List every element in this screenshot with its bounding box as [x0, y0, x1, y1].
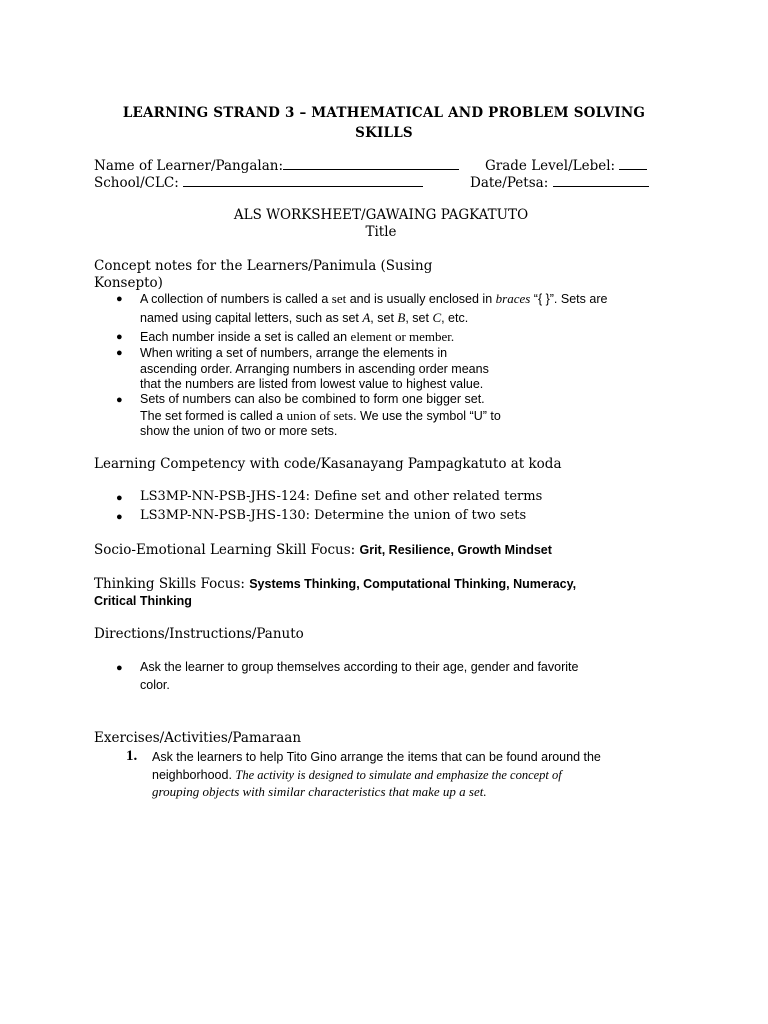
document-title	[100, 103, 668, 143]
name-label: Name of Learner/Pangalan:	[94, 158, 284, 174]
concept-heading-line-1: Concept notes for the Learners/Panimula (Susing	[94, 258, 433, 274]
thinking-label: Thinking Skills Focus:	[94, 576, 250, 592]
bullet-icon: ●	[116, 293, 123, 305]
concept-heading-line-2: Konsepto)	[94, 275, 163, 291]
concept-bullet-2: Each number inside a set is called an element or member.	[140, 329, 455, 344]
exercise-1-line-3: grouping objects with similar characteristics that make up a set.	[152, 784, 487, 799]
bullet-icon: ●	[116, 347, 123, 359]
concept-bullet-4	[140, 392, 670, 440]
concept-bullet-3	[140, 346, 670, 393]
directions-text	[140, 660, 670, 693]
concept-bullet-4-line-2: The set formed is called a union of sets. We use the symbol “U” to	[140, 407, 501, 423]
directions-heading: Directions/Instructions/Panuto	[94, 626, 304, 642]
bullet-icon: ●	[116, 662, 123, 674]
concept-bullet-4-line-3: show the union of two or more sets.	[140, 424, 338, 438]
sel-label: Socio-Emotional Learning Skill Focus:	[94, 542, 360, 558]
thinking-value-line-1: Systems Thinking, Computational Thinking, Numeracy,	[249, 577, 577, 591]
concept-bullet-1	[140, 291, 670, 326]
bullet-icon: ●	[116, 394, 123, 406]
title-line-2: SKILLS	[355, 125, 413, 141]
grade-label: Grade Level/Lebel:	[485, 158, 616, 174]
bullet-icon: ●	[116, 511, 123, 523]
exercise-1-text	[152, 750, 670, 800]
date-field-row	[470, 172, 649, 191]
exercise-1-line-1: Ask the learners to help Tito Gino arrange the items that can be found around the	[152, 750, 601, 764]
competency-item-1: LS3MP-NN-PSB-JHS-124: Define set and other related terms	[140, 489, 543, 504]
concept-bullet-1-line-2: named using capital letters, such as set A, set B, set C, etc.	[140, 309, 469, 325]
title-line-1: LEARNING STRAND 3 – MATHEMATICAL AND PROBLEM SOLVING	[122, 105, 646, 121]
school-field-row	[94, 172, 423, 191]
school-blank[interactable]	[183, 172, 423, 187]
concept-bullet-1-line-1: A collection of numbers is called a set and is usually enclosed in braces “{ }”. Sets are	[140, 291, 608, 306]
date-blank[interactable]	[553, 172, 649, 187]
directions-line-1: Ask the learner to group themselves according to their age, gender and favorite	[140, 660, 579, 674]
exercise-1-line-2: neighborhood. The activity is designed to simulate and emphasize the concept of	[152, 767, 562, 782]
concept-bullet-3-line-3: that the numbers are listed from lowest value to highest value.	[140, 377, 484, 391]
competency-item-2: LS3MP-NN-PSB-JHS-130: Determine the union of two sets	[140, 508, 527, 523]
school-label: School/CLC:	[94, 175, 179, 191]
bullet-icon: ●	[116, 492, 123, 504]
exercise-number: 1.	[126, 748, 138, 764]
concept-bullet-4-line-1: Sets of numbers can also be combined to form one bigger set.	[140, 392, 485, 406]
exercises-heading: Exercises/Activities/Pamaraan	[94, 730, 302, 746]
worksheet-title: Title	[365, 224, 397, 240]
thinking-focus-row	[94, 576, 576, 592]
worksheet-heading: ALS WORKSHEET/GAWAING PAGKATUTO	[233, 207, 529, 223]
sel-focus-row	[94, 542, 552, 558]
thinking-value-line-2: Critical Thinking	[94, 594, 192, 608]
name-blank[interactable]	[283, 155, 459, 170]
grade-blank[interactable]	[619, 155, 647, 170]
concept-bullet-3-line-2: ascending order. Arranging numbers in ascending order means	[140, 361, 489, 376]
competency-heading: Learning Competency with code/Kasanayang Pampagkatuto at koda	[94, 456, 562, 472]
directions-line-2: color.	[140, 677, 170, 692]
bullet-icon: ●	[116, 331, 123, 343]
concept-bullet-3-line-1: When writing a set of numbers, arrange the elements in	[140, 346, 448, 360]
date-label: Date/Petsa:	[470, 175, 549, 191]
sel-value: Grit, Resilience, Growth Mindset	[359, 543, 552, 557]
